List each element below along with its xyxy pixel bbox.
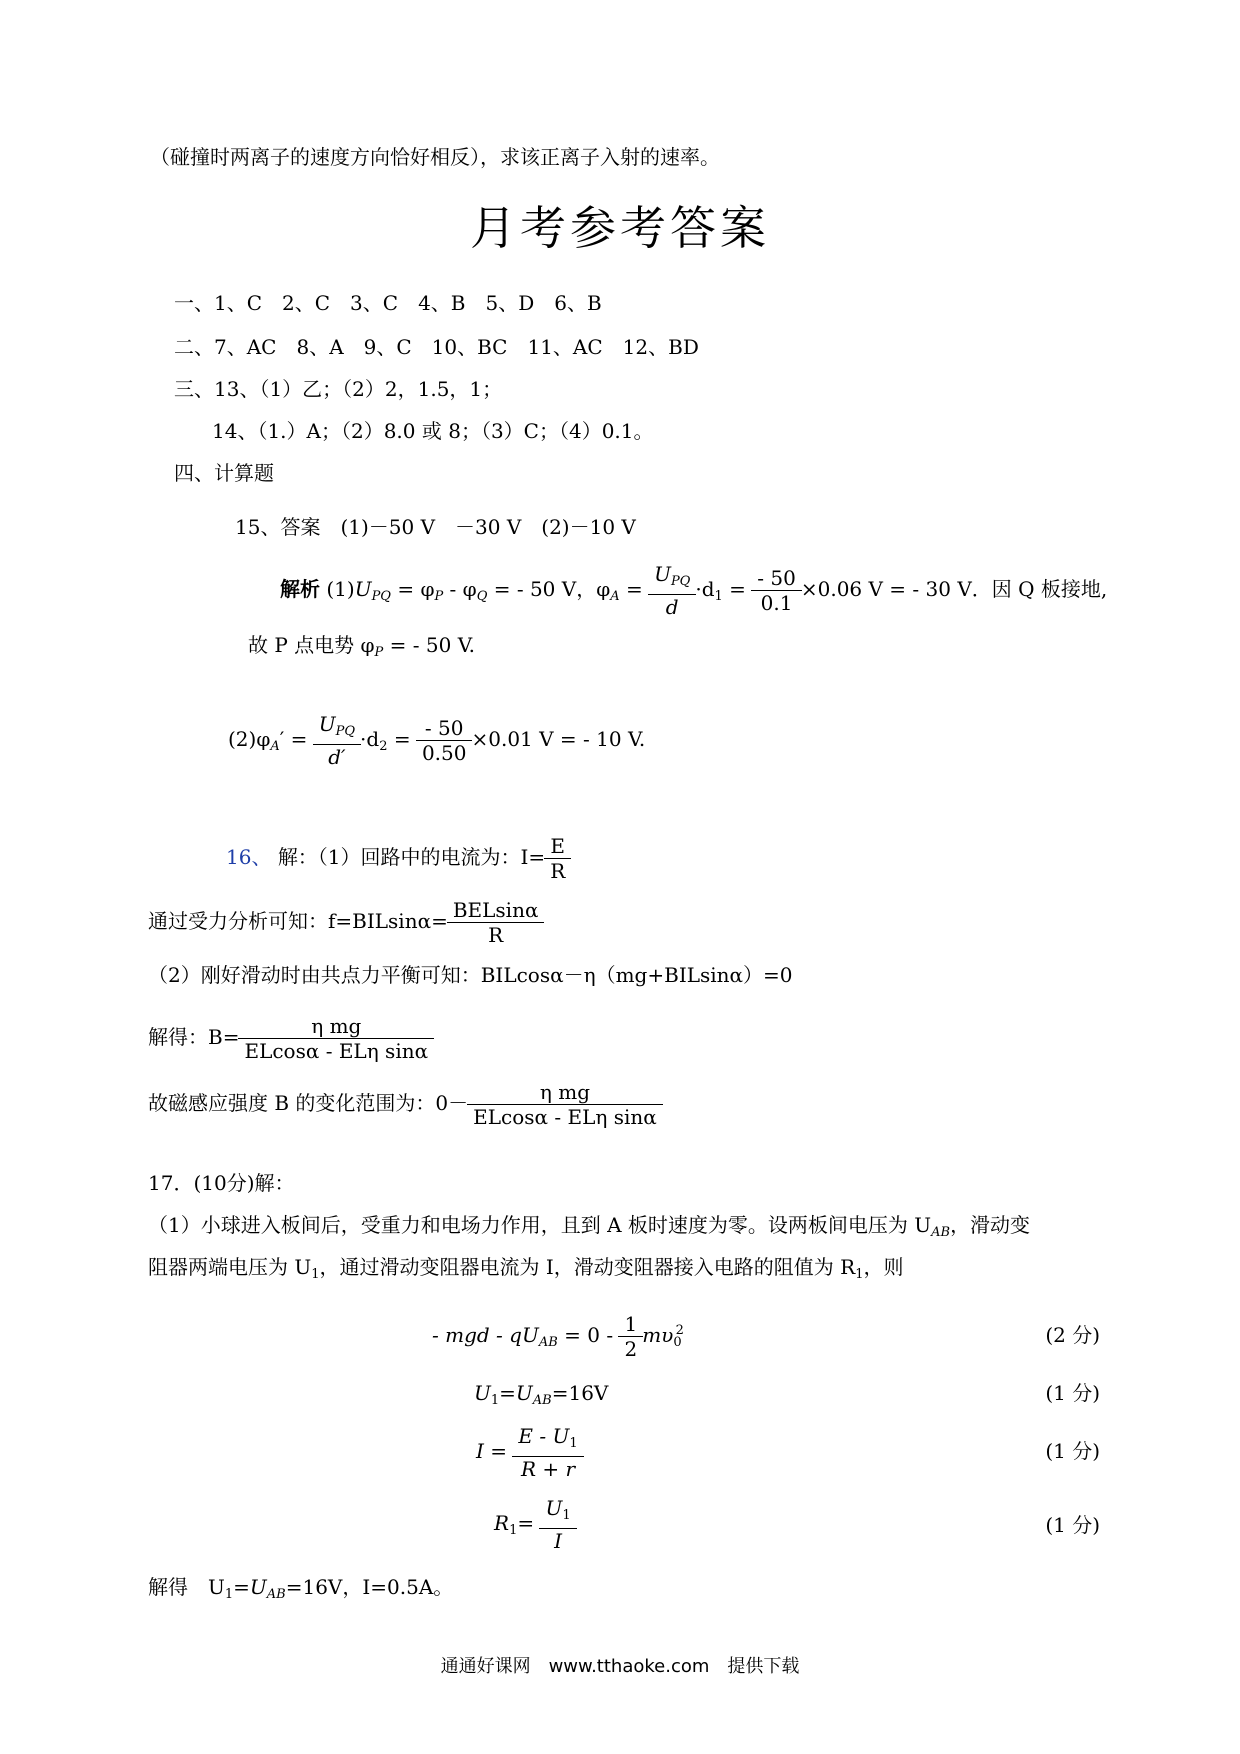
answer-section-4: 四、计算题 [174, 461, 274, 485]
q16-l4: 解得：B= [148, 1025, 240, 1049]
q17-p2c: ，则 [863, 1255, 904, 1279]
q17-paragraph-2: 阻器两端电压为 $U_1$，通过滑动变阻器电流为 I，滑动变阻器接入电路的阻值为 $R_1$，则 [148, 1255, 904, 1282]
q15-explanation-1: 解析 $(1)U_{PQ} = \varphi_P - \varphi_Q$ = - 50 V，$\varphi_A$ = $\frac{U_{PQ}}{d}$ $\cdot d_1$ = $\frac{- 50}{0.1}$ ×0.06 V = - 30 V．因 Q 板接地, [280, 562, 1108, 619]
q15-fraction-2: $\frac{- 50}{0.1}$ [754, 566, 799, 615]
q16-line-3: （2）刚好滑动时由共点力平衡可知：BILcosα－η（mg+BILsinα）=0 [148, 963, 793, 987]
q17-p1b: ，滑动变 [950, 1213, 1031, 1237]
q17-p2b: ，通过滑动变阻器电流为 I，滑动变阻器接入电路的阻值为 R [319, 1255, 856, 1279]
q15-fraction-1: $\frac{U_{PQ}}{d}$ [651, 562, 693, 619]
page-title: 月考参考答案 [470, 201, 770, 255]
q16-line-5 [148, 1080, 662, 1129]
q15-eq1c: = - 50 V，φ [487, 577, 611, 601]
q17-equation-4: $R_1=$ $\frac{U_1}{I}$ [494, 1496, 576, 1553]
q15-explanation-2: 故 P 点电势 $\varphi_P$ = - 50 V. [248, 633, 475, 660]
q16-l5: 故磁感应强度 B 的变化范围为：0－ [148, 1091, 469, 1115]
intro-line: （碰撞时两离子的速度方向恰好相反），求该正离子入射的速率。 [150, 145, 720, 169]
answer-section-2: 二、7、AC 8、A 9、C 10、BC 11、AC 12、BD [174, 335, 699, 359]
q17-score-2: (1 分) [1045, 1381, 1100, 1405]
q16-fraction-4: $\frac{\text{η mg}}{\text{ELcosα - ELη sinα}}$ [470, 1080, 660, 1129]
q17-result-b: =16V，I=0.5A。 [285, 1575, 454, 1599]
q17-p2: 阻器两端电压为 U [148, 1255, 312, 1279]
q15-mid1: ·d [695, 577, 715, 601]
q17-heading: 17．(10分)解： [148, 1171, 295, 1195]
q15-eq1: = φ [397, 577, 435, 601]
answer-section-3b: 14、（1.）A；（2）8.0 或 8；（3）C；（4）0.1。 [212, 419, 654, 443]
q17-result-a: 解得 U [148, 1575, 225, 1599]
q17-result: 解得 $U_1=U_{AB}=16V$，I=0.5A。 [148, 1575, 454, 1602]
q16-fraction-2: $\frac{\text{BELsinα}}{R}$ [450, 898, 542, 947]
q15-p3-part: (2)φ [228, 727, 271, 751]
q16-line-4 [148, 1014, 433, 1063]
q17-score-3: (1 分) [1045, 1439, 1100, 1463]
q17-equation-1: - mgd - $qU_{AB} = 0$ - $\frac{1}{2}$ $m\upsilon_0^2$ [432, 1312, 684, 1361]
q15-label: 解析 [280, 577, 320, 601]
q16-line-1 [226, 834, 570, 883]
q16-fraction-1: $\frac{E}{R}$ [547, 834, 568, 883]
q15-explanation-3: $(2)\varphi_A'$ = $\frac{U_{PQ}}{d'}$ $\cdot d_2$ = $\frac{- 50}{0.50}$ ×0.01 V = - 10 V. [228, 712, 646, 769]
q16-l2: 通过受力分析可知：f=BILsinα= [148, 909, 448, 933]
q15-p3-tail: ×0.01 V = - 10 V. [471, 727, 646, 751]
q17-score-1: (2 分) [1045, 1323, 1100, 1347]
q17-score-4: (1 分) [1045, 1513, 1100, 1537]
q15-fraction-3: $\frac{U_{PQ}}{d'}$ [316, 712, 358, 769]
q17-equation-3: I = $\frac{E - U_1}{R + r}$ [476, 1424, 583, 1481]
q15-p2b: = - 50 V. [383, 633, 475, 657]
q16-line-2 [148, 898, 543, 947]
q15-tail: ×0.06 V = - 30 V．因 Q 板接地, [800, 577, 1108, 601]
q17-equation-2: $U_1=U_{AB}=16V$ [474, 1381, 609, 1408]
q17-p1: （1）小球进入板间后，受重力和电场力作用，且到 A 板时速度为零。设两板间电压为 U [148, 1213, 932, 1237]
q15-p2: 故 P 点电势 φ [248, 633, 375, 657]
q17-paragraph-1: （1）小球进入板间后，受重力和电场力作用，且到 A 板时速度为零。设两板间电压为 $U_{AB}$，滑动变 [148, 1213, 1031, 1240]
q15-answer: 15、答案 (1)－50 V －30 V (2)－10 V [235, 515, 636, 539]
footer-source: 通通好课网 www.tthaoke.com 提供下载 [440, 1656, 800, 1677]
q16-number: 16、 [226, 845, 272, 869]
answer-section-1: 一、1、C 2、C 3、C 4、B 5、D 6、B [174, 291, 602, 315]
answer-section-3a: 三、13、（1）乙；（2）2，1.5，1； [174, 377, 503, 401]
q15-eq1b: - φ [443, 577, 477, 601]
q15-fraction-4: $\frac{- 50}{0.50}$ [419, 716, 470, 765]
q15-part1: (1) [326, 577, 355, 601]
q16-fraction-3: $\frac{\text{η mg}}{\text{ELcosα - ELη sinα}}$ [241, 1014, 431, 1063]
q16-l1: 解：（1）回路中的电流为：I= [277, 845, 546, 869]
